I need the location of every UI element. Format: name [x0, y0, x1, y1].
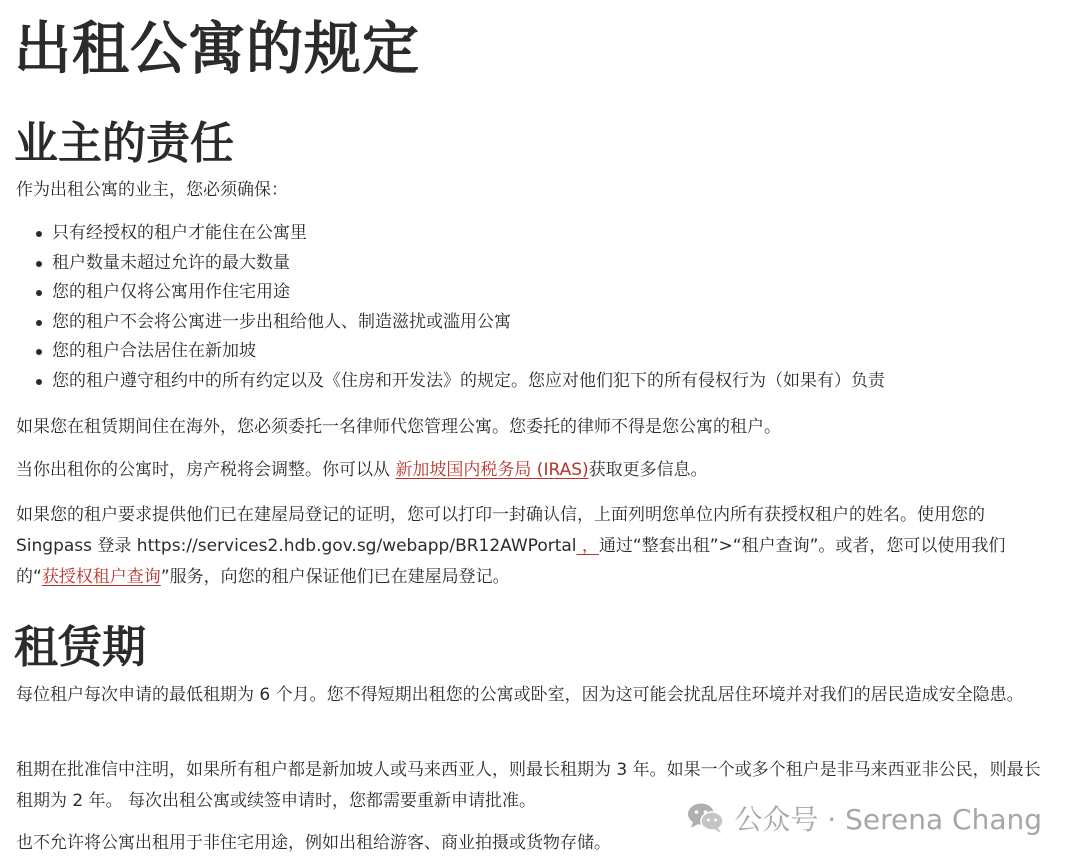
owner-responsibility-list: [34, 219, 885, 397]
paragraph-maximum-lease: 租期在批准信中注明，如果所有租户都是新加坡人或马来西亚人，则最长租期为 3 年。如果一个或多个租户是非马来西亚非公民，则最长租期为 2 年。 每次出租公寓或续签申请时，您都需要重新申请批准。: [16, 760, 1041, 811]
iras-link[interactable]: 新加坡国内税务局 (IRAS): [395, 460, 589, 480]
list-item: 您的租户遵守租约中的所有约定以及《住房和开发法》的规定。您应对他们犯下的所有侵权行为（如果有）负责: [34, 367, 885, 397]
portal-link[interactable]: ，: [576, 536, 599, 556]
owner-intro: 作为出租公寓的业主，您必须确保：: [16, 180, 288, 200]
paragraph-text: 通过“整套出租”>“租户查询”。或者，您可以使用我们的“: [16, 536, 1006, 587]
section-heading-lease: 租赁期: [14, 622, 146, 673]
paragraph-text: 获取更多信息。: [588, 460, 708, 480]
list-item: 租户数量未超过允许的最大数量: [34, 249, 885, 279]
paragraph-minimum-lease: 每位租户每次申请的最低租期为 6 个月。您不得短期出租您的公寓或卧室，因为这可能会扰乱居住环境并对我们的居民造成安全隐患。: [16, 685, 1024, 705]
authorised-tenant-enquiry-link[interactable]: 获授权租户查询: [41, 567, 161, 587]
page-title: 出租公寓的规定: [14, 16, 420, 82]
paragraph-property-tax: [16, 455, 1046, 486]
watermark-text: 公众号 · Serena Chang: [734, 803, 1042, 836]
watermark: [680, 796, 1048, 840]
paragraph-non-residential: 也不允许将公寓出租用于非住宅用途，例如出租给游客、商业拍摄或货物存储。: [16, 833, 611, 853]
wechat-icon: [686, 801, 726, 835]
list-item: 您的租户不会将公寓进一步出租给他人、制造滋扰或滥用公寓: [34, 308, 885, 338]
paragraph-text: 如果您的租户要求提供他们已在建屋局登记的证明，您可以打印一封确认信，上面列明您单位内所有获授权租户的姓名。使用您的 Singpass 登录 https://services2.hdb.gov.sg/webapp/BR12AWPortal: [16, 505, 985, 556]
section-heading-owner: 业主的责任: [14, 118, 234, 169]
list-item: 只有经授权的租户才能住在公寓里: [34, 219, 885, 249]
paragraph-text: ”服务，向您的租户保证他们已在建屋局登记。: [160, 567, 510, 587]
paragraph-overseas: 如果您在租赁期间住在海外，您必须委托一名律师代您管理公寓。您委托的律师不得是您公寓的租户。: [16, 417, 781, 437]
paragraph-confirmation-letter: [16, 500, 1046, 593]
list-item: 您的租户仅将公寓用作住宅用途: [34, 278, 885, 308]
list-item: 您的租户合法居住在新加坡: [34, 337, 885, 367]
paragraph-text: 当你出租你的公寓时，房产税将会调整。你可以从: [16, 460, 396, 480]
